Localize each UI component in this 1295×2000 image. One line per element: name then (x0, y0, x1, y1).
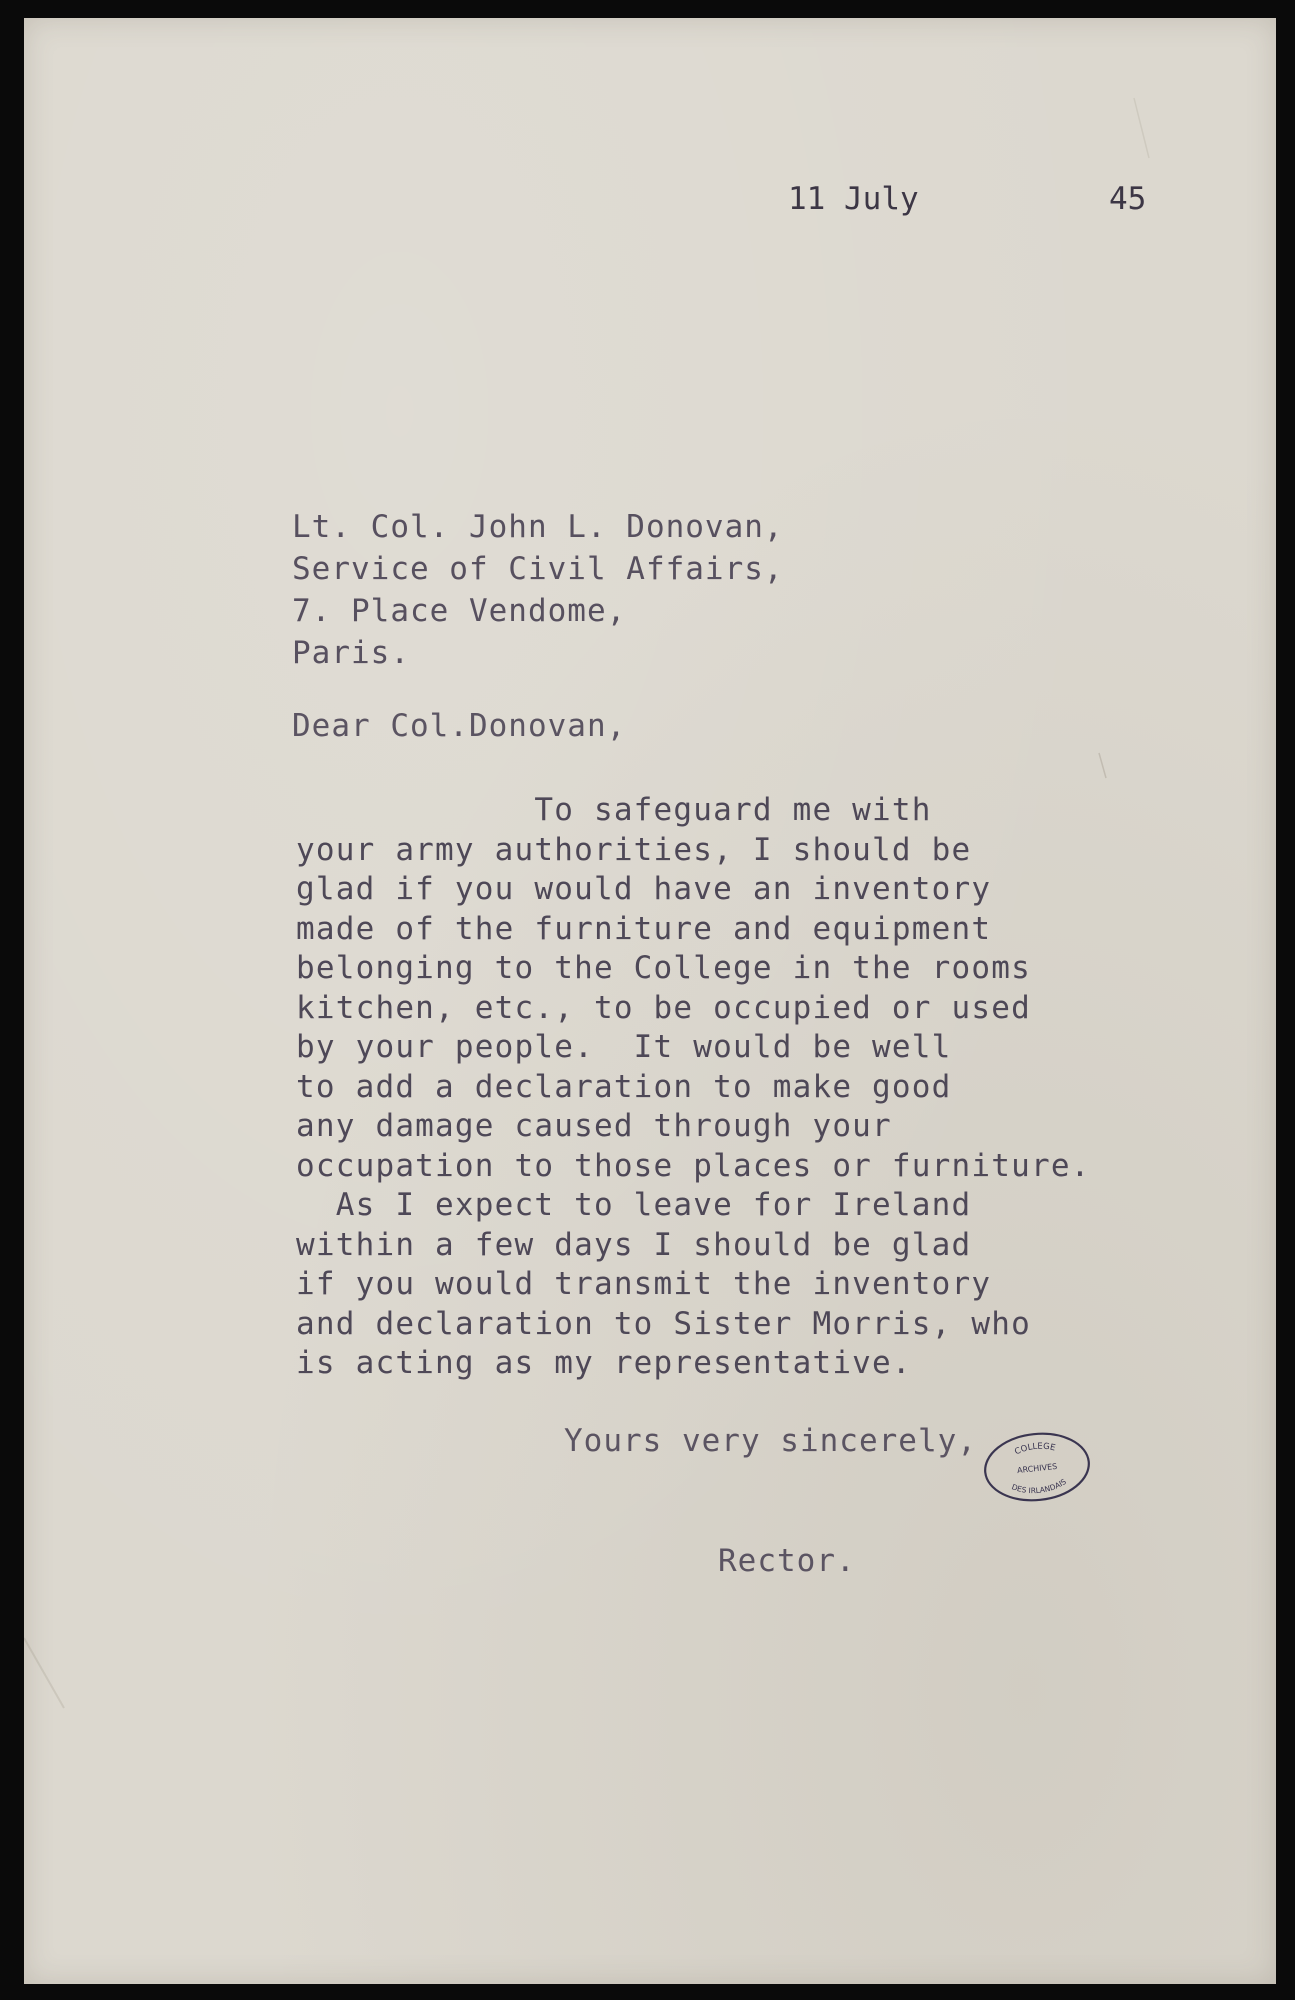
letter-body (296, 791, 1091, 1384)
body-line: glad if you would have an inventory (296, 871, 992, 907)
body-line: if you would transmit the inventory (296, 1266, 992, 1302)
body-line: within a few days I should be glad (296, 1226, 972, 1263)
stamp-text-top: COLLEGE (1013, 1441, 1057, 1458)
address-line: Service of Civil Affairs, (292, 551, 784, 587)
signature-title: Rector. (718, 1543, 856, 1579)
stamp-text-middle: ARCHIVES (1016, 1461, 1058, 1476)
body-line: kitchen, etc., to be occupied or used (296, 989, 1031, 1026)
address-line: Paris. (292, 635, 410, 671)
closing: Yours very sincerely, (564, 1423, 977, 1459)
body-line: by your people. It would be well (296, 1029, 952, 1065)
archive-stamp-icon (982, 1431, 1092, 1503)
body-line: and declaration to Sister Morris, who (296, 1305, 1031, 1342)
letter-page (24, 18, 1276, 1984)
body-line: made of the furniture and equipment (296, 910, 992, 947)
address-line: Lt. Col. John L. Donovan, (292, 509, 784, 545)
body-line: to add a declaration to make good (296, 1068, 952, 1105)
svg-text:COLLEGE (1013, 1440, 1057, 1458)
recipient-address (292, 506, 784, 674)
letter-date: 11 July (788, 181, 919, 217)
body-line: belonging to the College in the rooms (296, 950, 1031, 986)
body-line: any damage caused through your (296, 1108, 892, 1144)
body-line: To safeguard me with (296, 792, 932, 828)
address-line: 7. Place Vendome, (292, 593, 627, 629)
stamp-text-bottom: DES IRLANDAIS (1010, 1477, 1068, 1496)
body-line: As I expect to leave for Ireland (296, 1187, 972, 1223)
body-line: is acting as my representative. (296, 1345, 912, 1381)
body-line: occupation to those places or furniture. (296, 1147, 1091, 1184)
page-number: 45 (1109, 181, 1147, 217)
body-line: your army authorities, I should be (296, 831, 972, 868)
salutation: Dear Col.Donovan, (292, 708, 627, 744)
